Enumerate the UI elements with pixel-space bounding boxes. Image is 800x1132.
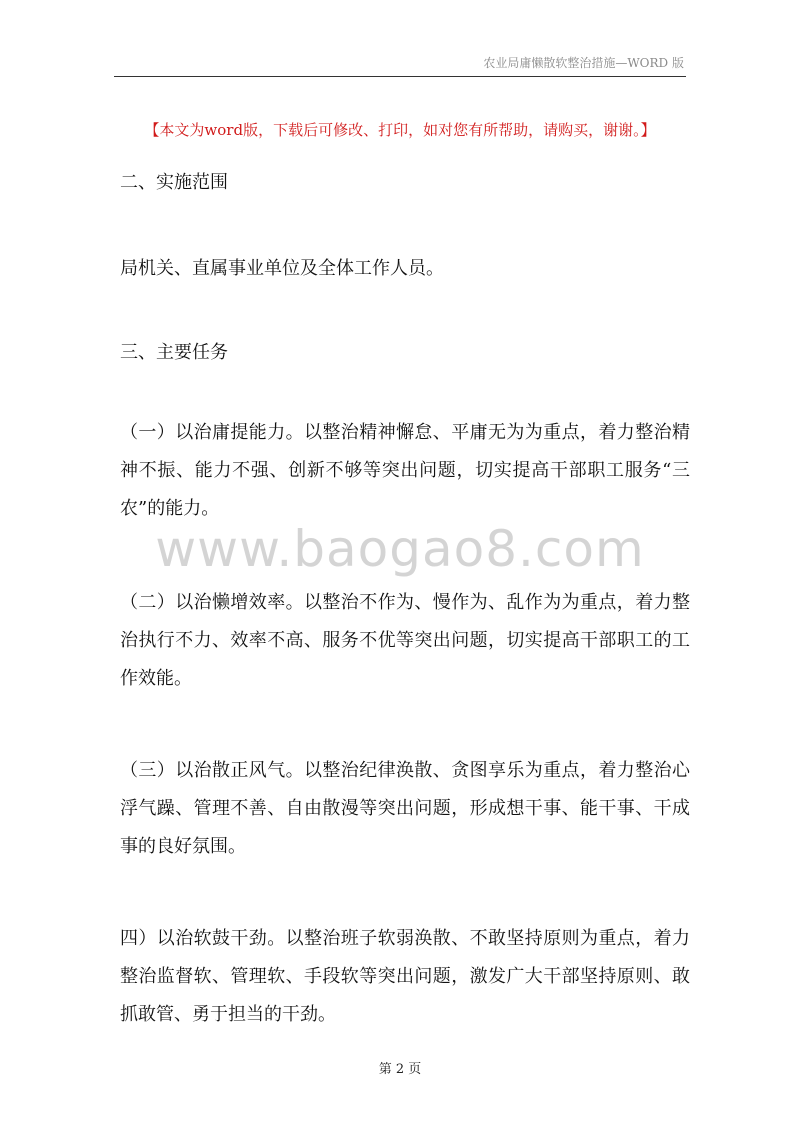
section-heading-tasks: 三、主要任务 xyxy=(120,342,228,363)
task-paragraph-1: （一）以治庸提能力。以整治精神懈怠、平庸无为为重点，着力整治精神不振、能力不强、创新不够等突出问题，切实提高干部职工服务“三农”的能力。 xyxy=(120,422,690,519)
watermark: www.baogao8.com xyxy=(155,520,645,578)
header-title: 农业局庸懒散软整治措施—WORD 版 xyxy=(483,56,684,70)
purchase-notice: 【本文为word版，下载后可修改、打印，如对您有所帮助，请购买，谢谢。】 xyxy=(144,121,656,139)
scope-paragraph: 局机关、直属事业单位及全体工作人员。 xyxy=(120,258,444,279)
page-header xyxy=(114,52,686,77)
task-paragraph-3: （三）以治散正风气。以整治纪律涣散、贪图享乐为重点，着力整治心浮气躁、管理不善、自由散漫等突出问题，形成想干事、能干事、干成事的良好氛围。 xyxy=(120,760,690,857)
page-number: 第 2 页 xyxy=(378,1062,422,1077)
task-paragraph-4: 四）以治软鼓干劲。以整治班子软弱涣散、不敢坚持原则为重点，着力整治监督软、管理软、手段软等突出问题，激发广大干部坚持原则、敢抓敢管、勇于担当的干劲。 xyxy=(120,928,690,1025)
section-heading-scope: 二、实施范围 xyxy=(120,172,228,193)
task-paragraph-2: （二）以治懒增效率。以整治不作为、慢作为、乱作为为重点，着力整治执行不力、效率不高、服务不优等突出问题，切实提高干部职工的工作效能。 xyxy=(120,592,690,689)
